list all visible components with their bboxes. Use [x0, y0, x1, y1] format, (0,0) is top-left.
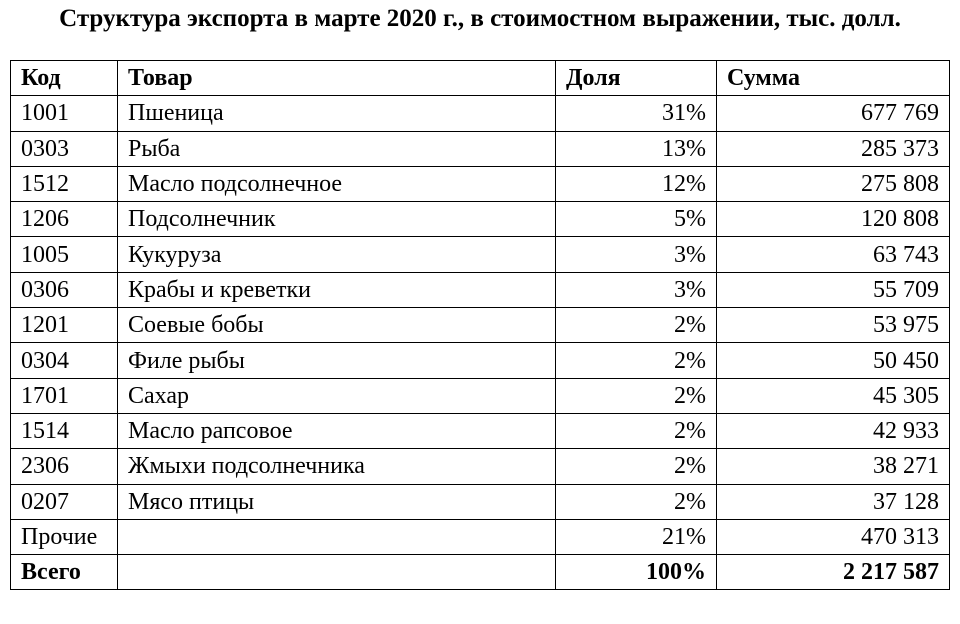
cell-sum: 38 271 — [717, 449, 950, 484]
other-share: 21% — [556, 519, 717, 554]
table-row — [11, 131, 950, 166]
cell-name: Рыба — [118, 131, 556, 166]
cell-sum: 63 743 — [717, 237, 950, 272]
total-label: Всего — [11, 555, 118, 590]
cell-share: 12% — [556, 166, 717, 201]
table-row — [11, 96, 950, 131]
cell-sum: 275 808 — [717, 166, 950, 201]
cell-share: 2% — [556, 449, 717, 484]
cell-code: 2306 — [11, 449, 118, 484]
cell-share: 31% — [556, 96, 717, 131]
cell-sum: 45 305 — [717, 378, 950, 413]
cell-sum: 42 933 — [717, 413, 950, 448]
header-name: Товар — [118, 61, 556, 96]
cell-sum: 120 808 — [717, 202, 950, 237]
other-label: Прочие — [11, 519, 118, 554]
header-row — [11, 61, 950, 96]
table-row — [11, 343, 950, 378]
table-row — [11, 272, 950, 307]
cell-code: 1206 — [11, 202, 118, 237]
cell-code: 0306 — [11, 272, 118, 307]
cell-sum: 55 709 — [717, 272, 950, 307]
total-sum: 2 217 587 — [717, 555, 950, 590]
cell-share: 2% — [556, 308, 717, 343]
cell-code: 1514 — [11, 413, 118, 448]
cell-share: 2% — [556, 343, 717, 378]
table-row — [11, 484, 950, 519]
cell-share: 3% — [556, 237, 717, 272]
cell-share: 13% — [556, 131, 717, 166]
other-name-empty — [118, 519, 556, 554]
cell-code: 1001 — [11, 96, 118, 131]
cell-name: Соевые бобы — [118, 308, 556, 343]
table-title: Структура экспорта в марте 2020 г., в стоимостном выражении, тыс. долл. — [59, 5, 901, 32]
export-structure-table — [10, 60, 950, 590]
cell-share: 3% — [556, 272, 717, 307]
table-row — [11, 166, 950, 201]
cell-name: Филе рыбы — [118, 343, 556, 378]
cell-code: 0303 — [11, 131, 118, 166]
total-name-empty — [118, 555, 556, 590]
cell-code: 0207 — [11, 484, 118, 519]
table-row — [11, 202, 950, 237]
cell-sum: 37 128 — [717, 484, 950, 519]
cell-name: Пшеница — [118, 96, 556, 131]
cell-sum: 285 373 — [717, 131, 950, 166]
cell-code: 0304 — [11, 343, 118, 378]
cell-name: Крабы и креветки — [118, 272, 556, 307]
cell-name: Жмыхи подсолнечника — [118, 449, 556, 484]
cell-name: Масло подсолнечное — [118, 166, 556, 201]
cell-name: Мясо птицы — [118, 484, 556, 519]
total-share: 100% — [556, 555, 717, 590]
cell-name: Подсолнечник — [118, 202, 556, 237]
cell-share: 2% — [556, 378, 717, 413]
cell-sum: 53 975 — [717, 308, 950, 343]
table-row — [11, 378, 950, 413]
header-share: Доля — [556, 61, 717, 96]
cell-name: Сахар — [118, 378, 556, 413]
cell-sum: 677 769 — [717, 96, 950, 131]
cell-name: Кукуруза — [118, 237, 556, 272]
other-sum: 470 313 — [717, 519, 950, 554]
cell-sum: 50 450 — [717, 343, 950, 378]
table-row — [11, 413, 950, 448]
header-code: Код — [11, 61, 118, 96]
cell-share: 2% — [556, 484, 717, 519]
total-row — [11, 555, 950, 590]
cell-code: 1512 — [11, 166, 118, 201]
cell-code: 1701 — [11, 378, 118, 413]
cell-code: 1005 — [11, 237, 118, 272]
other-row — [11, 519, 950, 554]
cell-share: 5% — [556, 202, 717, 237]
cell-code: 1201 — [11, 308, 118, 343]
header-sum: Сумма — [717, 61, 950, 96]
cell-share: 2% — [556, 413, 717, 448]
table-row — [11, 237, 950, 272]
table-row — [11, 449, 950, 484]
table-row — [11, 308, 950, 343]
cell-name: Масло рапсовое — [118, 413, 556, 448]
